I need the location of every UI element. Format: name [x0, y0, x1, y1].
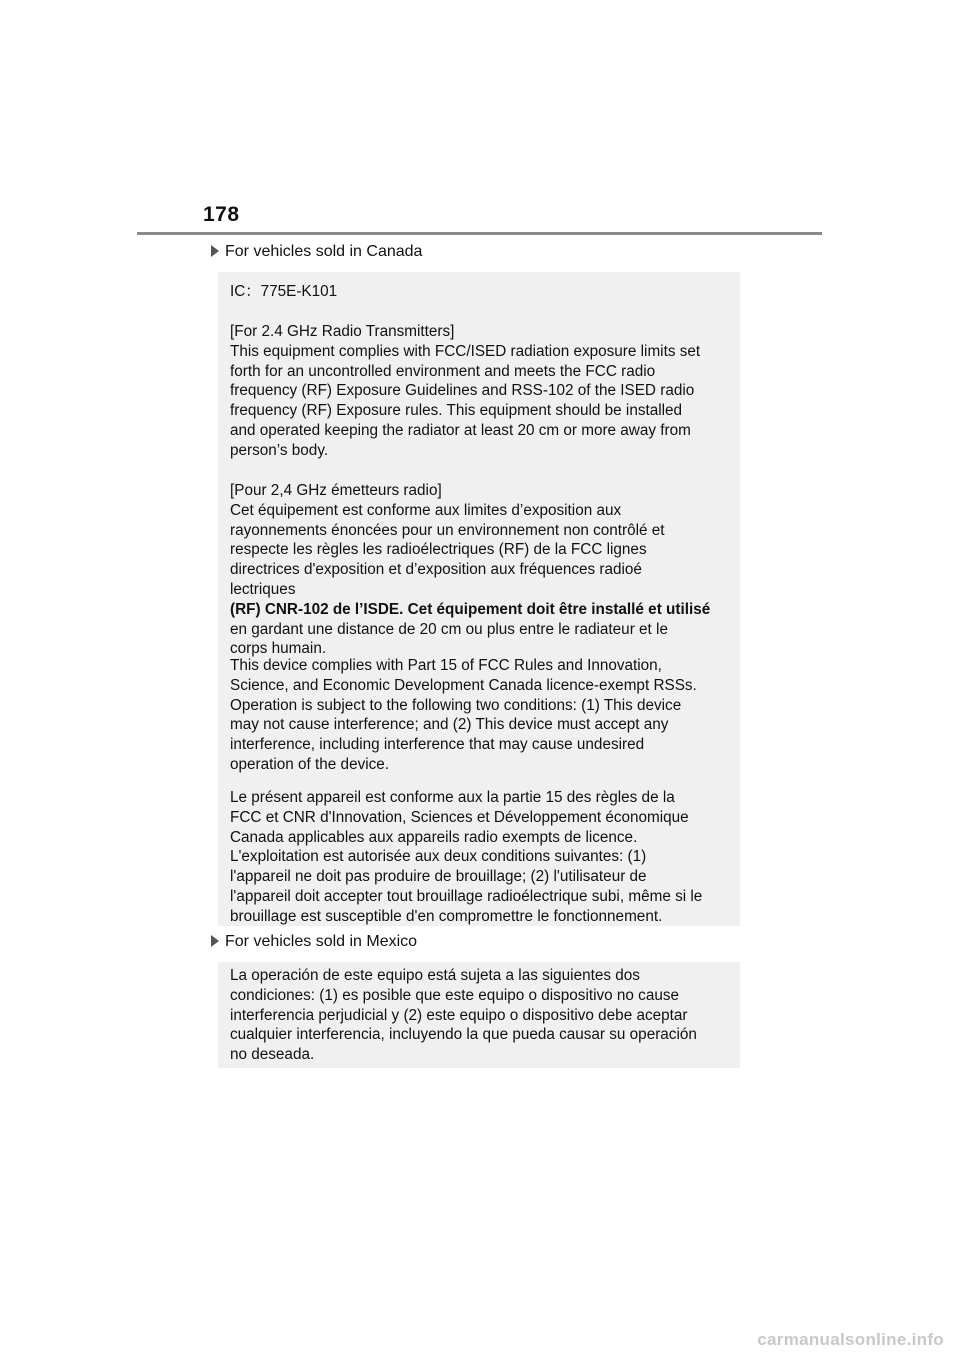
section-heading-mexico-label: For vehicles sold in Mexico: [225, 933, 418, 950]
fr-rf-line: rayonnements énoncées pour un environnement non contrôlé et: [230, 521, 665, 539]
en-fcc-line: may not cause interference; and (2) This device must accept any: [230, 716, 669, 734]
en-fcc-line: Operation is subject to the following two conditions: (1) This device: [230, 696, 682, 714]
mexico-line: interferencia perjudicial y (2) este equipo o dispositivo debe aceptar: [230, 1006, 688, 1024]
fr-fcc-block: [230, 788, 702, 927]
fr-fcc-line: Canada applicables aux appareils radio exempts de licence.: [230, 828, 638, 846]
en-fcc-line: operation of the device.: [230, 755, 390, 773]
en-rf-line: frequency (RF) Exposure Guidelines and RSS-102 of the ISED radio: [230, 382, 695, 400]
en-fcc-block: [230, 656, 697, 775]
en-fcc-line: This device complies with Part 15 of FCC Rules and Innovation,: [230, 657, 662, 674]
header-divider: [137, 232, 822, 235]
fr-rf-line: en gardant une distance de 20 cm ou plus entre le radiateur et le: [230, 620, 668, 638]
fr-fcc-line: FCC et CNR d'Innovation, Sciences et Développement économique: [230, 808, 689, 826]
fr-fcc-line: l'appareil doit accepter tout brouillage radioélectrique subi, même si le: [230, 887, 703, 905]
fr-rf-line: Cet équipement est conforme aux limites d’exposition aux: [230, 501, 622, 519]
fr-fcc-line: L'exploitation est autorisée aux deux conditions suivantes: (1): [230, 848, 647, 866]
en-fcc-line: Science, and Economic Development Canada licence-exempt RSSs.: [230, 676, 697, 694]
en-rf-line: This equipment complies with FCC/ISED radiation exposure limits set: [230, 342, 701, 360]
fr-fcc-line: l'appareil ne doit pas produire de brouillage; (2) l'utilisateur de: [230, 868, 647, 886]
en-rf-line: forth for an uncontrolled environment and meets the FCC radio: [230, 362, 656, 380]
section-heading-mexico: [211, 933, 417, 951]
fr-rf-exposure-block: [230, 481, 710, 659]
fr-rf-line: respecte les règles les radioélectriques (RF) de la FCC lignes: [230, 541, 647, 559]
triangle-bullet-icon: [211, 245, 219, 257]
en-rf-title: [For 2.4 GHz Radio Transmitters]: [230, 323, 455, 340]
fr-rf-line: corps humain.: [230, 640, 327, 658]
triangle-bullet-icon: [211, 935, 219, 947]
section-heading-canada: [211, 243, 422, 261]
section-heading-canada-label: For vehicles sold in Canada: [225, 243, 423, 260]
site-watermark: carmanualsonline.info: [757, 1330, 944, 1349]
mexico-line: condiciones: (1) es posible que este equipo o dispositivo no cause: [230, 986, 679, 1004]
fr-rf-line: (RF) CNR-102 de l’ISDE. Cet équipement doit être installé et utilisé: [230, 600, 711, 618]
en-rf-line: person’s body.: [230, 441, 329, 459]
fr-fcc-line: Le présent appareil est conforme aux la partie 15 des règles de la: [230, 789, 675, 806]
page-number: 178: [203, 203, 240, 226]
fr-rf-line: directrices d'exposition et d’exposition aux fréquences radioé: [230, 561, 642, 579]
ic-number: IC：775E-K101: [230, 283, 338, 300]
mexico-notice-block: [230, 966, 697, 1065]
en-rf-line: and operated keeping the radiator at least 20 cm or more away from: [230, 421, 691, 439]
mexico-line: no deseada.: [230, 1046, 315, 1064]
en-rf-exposure-block: [230, 322, 700, 461]
en-rf-line: frequency (RF) Exposure rules. This equipment should be installed: [230, 402, 683, 420]
mexico-line: La operación de este equipo está sujeta a las siguientes dos: [230, 967, 640, 984]
fr-fcc-line: brouillage est susceptible d'en compromettre le fonctionnement.: [230, 907, 663, 925]
mexico-line: cualquier interferencia, incluyendo la que pueda causar su operación: [230, 1026, 697, 1044]
en-fcc-line: interference, including interference that may cause undesired: [230, 736, 645, 754]
fr-rf-line: lectriques: [230, 580, 296, 598]
fr-rf-title: [Pour 2,4 GHz émetteurs radio]: [230, 482, 442, 499]
